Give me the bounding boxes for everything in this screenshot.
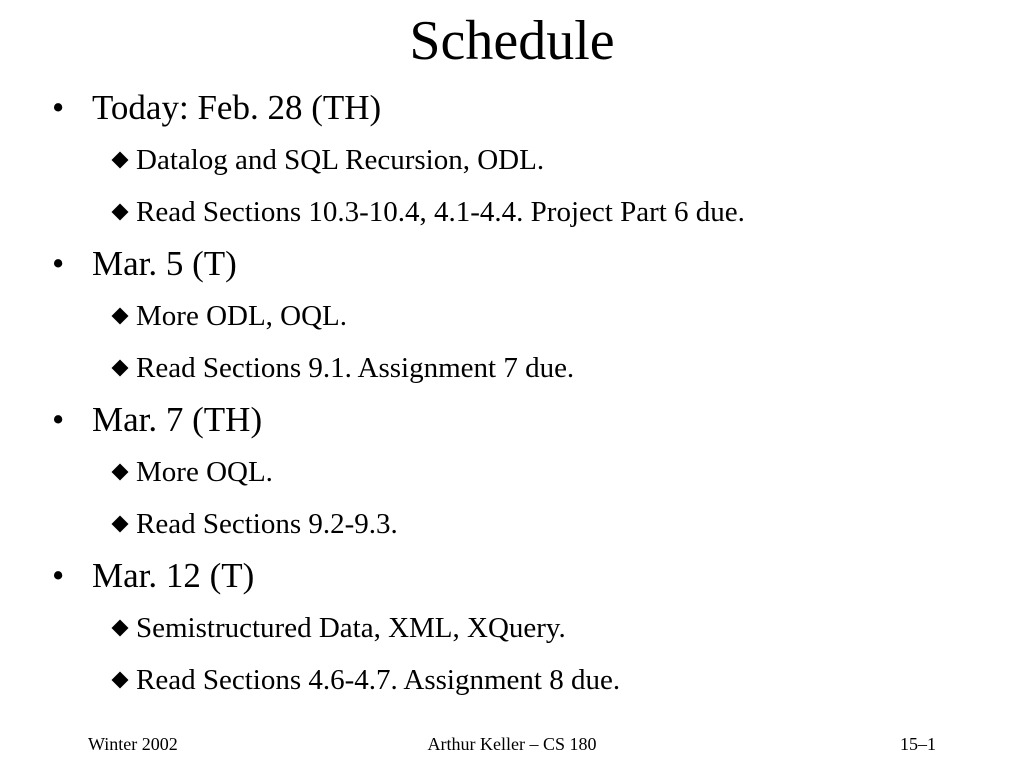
bullet-item <box>0 394 1024 446</box>
sub-bullet-item <box>0 498 1024 550</box>
sub-bullet-text: Datalog and SQL Recursion, ODL. <box>136 144 545 176</box>
diamond-icon <box>108 186 132 238</box>
sub-bullet-item <box>0 290 1024 342</box>
sub-bullet-item <box>0 602 1024 654</box>
bullet-text: Mar. 12 (T) <box>92 556 255 595</box>
sub-bullet-item <box>0 342 1024 394</box>
sub-bullet-text: Read Sections 9.1. Assignment 7 due. <box>136 352 575 384</box>
sub-bullet-text: Read Sections 10.3-10.4, 4.1-4.4. Project Part 6 due. <box>136 196 745 228</box>
diamond-icon <box>108 446 132 498</box>
bullet-item <box>0 550 1024 602</box>
bullet-icon: • <box>52 556 65 595</box>
footer-course: Arthur Keller – CS 180 <box>427 734 597 754</box>
diamond-icon <box>108 498 132 550</box>
slide-title: Schedule <box>409 10 615 72</box>
bullet-text: Mar. 5 (T) <box>92 244 237 283</box>
footer-slide-number: 15–1 <box>900 734 936 754</box>
diamond-icon <box>108 342 132 394</box>
bullet-item <box>0 238 1024 290</box>
bullet-text: Mar. 7 (TH) <box>92 400 263 439</box>
sub-bullet-item <box>0 186 1024 238</box>
sub-bullet-text: More ODL, OQL. <box>136 300 348 332</box>
diamond-icon <box>108 654 132 706</box>
bullet-icon: • <box>52 244 65 283</box>
diamond-icon <box>108 290 132 342</box>
bullet-item <box>0 82 1024 134</box>
diamond-icon <box>108 602 132 654</box>
sub-bullet-item <box>0 134 1024 186</box>
footer-term: Winter 2002 <box>88 734 178 754</box>
bullet-icon: • <box>52 88 65 127</box>
bullet-icon: • <box>52 400 65 439</box>
sub-bullet-item <box>0 654 1024 706</box>
sub-bullet-text: Read Sections 9.2-9.3. <box>136 508 398 540</box>
bullet-text: Today: Feb. 28 (TH) <box>92 88 382 127</box>
sub-bullet-item <box>0 446 1024 498</box>
sub-bullet-text: More OQL. <box>136 456 273 488</box>
sub-bullet-text: Semistructured Data, XML, XQuery. <box>136 612 566 644</box>
sub-bullet-text: Read Sections 4.6-4.7. Assignment 8 due. <box>136 664 621 696</box>
bullet-list <box>0 82 1024 706</box>
diamond-icon <box>108 134 132 186</box>
